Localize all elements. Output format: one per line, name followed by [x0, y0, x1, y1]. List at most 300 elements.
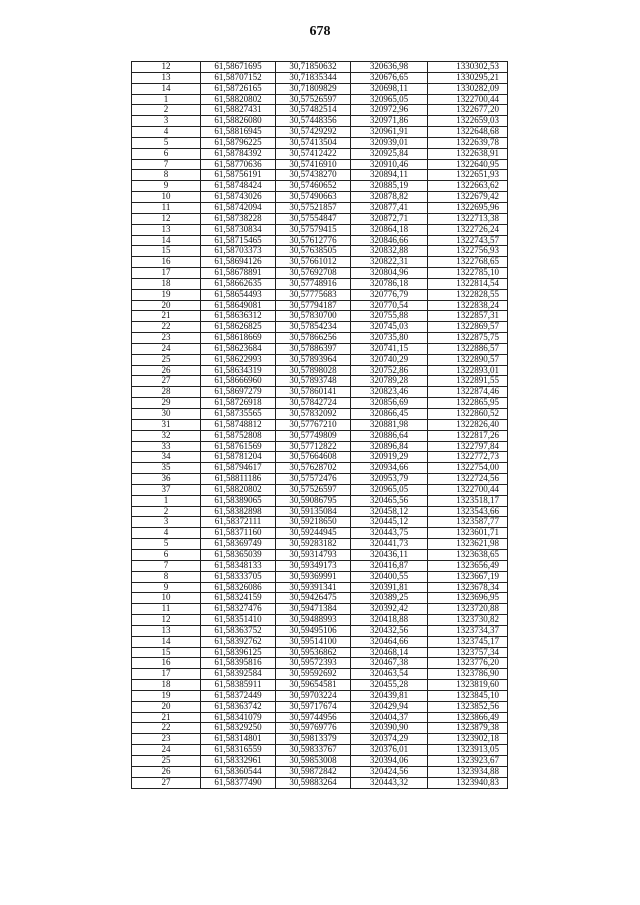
longitude-cell: 30,59883264: [276, 777, 351, 788]
latitude-cell: 61,58626825: [201, 322, 276, 333]
point-number-cell: 37: [132, 484, 201, 495]
x-coordinate-cell: 320953,79: [351, 474, 428, 485]
table-row: [132, 723, 508, 734]
table-row: [132, 452, 508, 463]
y-coordinate-cell: 1322857,31: [428, 311, 508, 322]
table-row: [132, 354, 508, 365]
x-coordinate-cell: 320752,86: [351, 365, 428, 376]
point-number-cell: 34: [132, 452, 201, 463]
x-coordinate-cell: 320770,54: [351, 300, 428, 311]
point-number-cell: 15: [132, 647, 201, 658]
latitude-cell: 61,58326086: [201, 582, 276, 593]
table-row: [132, 159, 508, 170]
longitude-cell: 30,59536862: [276, 647, 351, 658]
point-number-cell: 20: [132, 300, 201, 311]
table-row: [132, 278, 508, 289]
longitude-cell: 30,57579415: [276, 224, 351, 235]
point-number-cell: 15: [132, 246, 201, 257]
longitude-cell: 30,57554847: [276, 213, 351, 224]
latitude-cell: 61,58707152: [201, 72, 276, 83]
x-coordinate-cell: 320418,88: [351, 615, 428, 626]
y-coordinate-cell: 1322814,54: [428, 278, 508, 289]
longitude-cell: 30,59744956: [276, 712, 351, 723]
latitude-cell: 61,58327476: [201, 604, 276, 615]
point-number-cell: 20: [132, 701, 201, 712]
latitude-cell: 61,58666960: [201, 376, 276, 387]
longitude-cell: 30,57438270: [276, 170, 351, 181]
point-number-cell: 17: [132, 268, 201, 279]
table-row: [132, 658, 508, 669]
table-row: [132, 734, 508, 745]
x-coordinate-cell: 320872,71: [351, 213, 428, 224]
longitude-cell: 30,57460652: [276, 181, 351, 192]
x-coordinate-cell: 320822,31: [351, 257, 428, 268]
latitude-cell: 61,58726165: [201, 83, 276, 94]
table-row: [132, 419, 508, 430]
x-coordinate-cell: 320445,12: [351, 517, 428, 528]
longitude-cell: 30,57893964: [276, 354, 351, 365]
y-coordinate-cell: 1323852,56: [428, 701, 508, 712]
y-coordinate-cell: 1323621,98: [428, 539, 508, 550]
y-coordinate-cell: 1323819,60: [428, 680, 508, 691]
latitude-cell: 61,58694126: [201, 257, 276, 268]
x-coordinate-cell: 320804,96: [351, 268, 428, 279]
y-coordinate-cell: 1323940,83: [428, 777, 508, 788]
table-row: [132, 398, 508, 409]
x-coordinate-cell: 320910,46: [351, 159, 428, 170]
x-coordinate-cell: 320389,25: [351, 593, 428, 604]
x-coordinate-cell: 320786,18: [351, 278, 428, 289]
latitude-cell: 61,58372449: [201, 690, 276, 701]
y-coordinate-cell: 1323730,82: [428, 615, 508, 626]
x-coordinate-cell: 320972,96: [351, 105, 428, 116]
latitude-cell: 61,58820802: [201, 94, 276, 105]
longitude-cell: 30,57638505: [276, 246, 351, 257]
point-number-cell: 14: [132, 83, 201, 94]
longitude-cell: 30,59471384: [276, 604, 351, 615]
point-number-cell: 26: [132, 766, 201, 777]
y-coordinate-cell: 1322639,78: [428, 137, 508, 148]
y-coordinate-cell: 1322893,01: [428, 365, 508, 376]
point-number-cell: 3: [132, 116, 201, 127]
y-coordinate-cell: 1323601,71: [428, 528, 508, 539]
latitude-cell: 61,58324159: [201, 593, 276, 604]
y-coordinate-cell: 1322724,56: [428, 474, 508, 485]
point-number-cell: 19: [132, 289, 201, 300]
table-row: [132, 539, 508, 550]
table-row: [132, 333, 508, 344]
latitude-cell: 61,58636312: [201, 311, 276, 322]
point-number-cell: 24: [132, 745, 201, 756]
x-coordinate-cell: 320458,12: [351, 506, 428, 517]
y-coordinate-cell: 1322874,46: [428, 387, 508, 398]
point-number-cell: 28: [132, 387, 201, 398]
longitude-cell: 30,57692708: [276, 268, 351, 279]
x-coordinate-cell: 320394,06: [351, 756, 428, 767]
latitude-cell: 61,58726918: [201, 398, 276, 409]
x-coordinate-cell: 320961,91: [351, 127, 428, 138]
point-number-cell: 35: [132, 463, 201, 474]
latitude-cell: 61,58784392: [201, 148, 276, 159]
latitude-cell: 61,58697279: [201, 387, 276, 398]
longitude-cell: 30,57860141: [276, 387, 351, 398]
y-coordinate-cell: 1323845,10: [428, 690, 508, 701]
latitude-cell: 61,58389065: [201, 495, 276, 506]
x-coordinate-cell: 320392,42: [351, 604, 428, 615]
x-coordinate-cell: 320400,55: [351, 571, 428, 582]
y-coordinate-cell: 1322869,57: [428, 322, 508, 333]
y-coordinate-cell: 1322700,44: [428, 94, 508, 105]
latitude-cell: 61,58392584: [201, 669, 276, 680]
table-row: [132, 116, 508, 127]
latitude-cell: 61,58756191: [201, 170, 276, 181]
table-row: [132, 224, 508, 235]
table-row: [132, 289, 508, 300]
x-coordinate-cell: 320866,45: [351, 409, 428, 420]
point-number-cell: 22: [132, 723, 201, 734]
longitude-cell: 30,59703224: [276, 690, 351, 701]
latitude-cell: 61,58316559: [201, 745, 276, 756]
table-row: [132, 625, 508, 636]
table-row: [132, 322, 508, 333]
x-coordinate-cell: 320885,19: [351, 181, 428, 192]
y-coordinate-cell: 1322772,73: [428, 452, 508, 463]
latitude-cell: 61,58781204: [201, 452, 276, 463]
x-coordinate-cell: 320463,54: [351, 669, 428, 680]
point-number-cell: 29: [132, 398, 201, 409]
point-number-cell: 26: [132, 365, 201, 376]
longitude-cell: 30,57794187: [276, 300, 351, 311]
point-number-cell: 27: [132, 777, 201, 788]
longitude-cell: 30,59369991: [276, 571, 351, 582]
latitude-cell: 61,58730834: [201, 224, 276, 235]
latitude-cell: 61,58348133: [201, 560, 276, 571]
table-row: [132, 517, 508, 528]
table-row: [132, 311, 508, 322]
point-number-cell: 30: [132, 409, 201, 420]
latitude-cell: 61,58811186: [201, 474, 276, 485]
page-number: 678: [309, 24, 331, 39]
table-row: [132, 506, 508, 517]
point-number-cell: 2: [132, 506, 201, 517]
point-number-cell: 13: [132, 625, 201, 636]
latitude-cell: 61,58377490: [201, 777, 276, 788]
point-number-cell: 6: [132, 549, 201, 560]
table-row: [132, 268, 508, 279]
y-coordinate-cell: 1322890,57: [428, 354, 508, 365]
x-coordinate-cell: 320676,65: [351, 72, 428, 83]
longitude-cell: 30,57448356: [276, 116, 351, 127]
point-number-cell: 27: [132, 376, 201, 387]
point-number-cell: 1: [132, 495, 201, 506]
coordinates-table: [131, 61, 508, 789]
latitude-cell: 61,58329250: [201, 723, 276, 734]
y-coordinate-cell: 1322754,00: [428, 463, 508, 474]
table-row: [132, 745, 508, 756]
point-number-cell: 14: [132, 235, 201, 246]
longitude-cell: 30,57526597: [276, 94, 351, 105]
longitude-cell: 30,59426475: [276, 593, 351, 604]
point-number-cell: 10: [132, 192, 201, 203]
point-number-cell: 11: [132, 604, 201, 615]
longitude-cell: 30,57490663: [276, 192, 351, 203]
y-coordinate-cell: 1323720,88: [428, 604, 508, 615]
point-number-cell: 23: [132, 734, 201, 745]
table-row: [132, 582, 508, 593]
y-coordinate-cell: 1323678,34: [428, 582, 508, 593]
x-coordinate-cell: 320823,46: [351, 387, 428, 398]
table-row: [132, 430, 508, 441]
y-coordinate-cell: 1323696,95: [428, 593, 508, 604]
longitude-cell: 30,57526597: [276, 484, 351, 495]
latitude-cell: 61,58314801: [201, 734, 276, 745]
point-number-cell: 16: [132, 257, 201, 268]
y-coordinate-cell: 1323934,88: [428, 766, 508, 777]
latitude-cell: 61,58649081: [201, 300, 276, 311]
longitude-cell: 30,71850632: [276, 62, 351, 73]
y-coordinate-cell: 1322768,65: [428, 257, 508, 268]
longitude-cell: 30,57412422: [276, 148, 351, 159]
x-coordinate-cell: 320846,66: [351, 235, 428, 246]
y-coordinate-cell: 1330282,09: [428, 83, 508, 94]
table-row: [132, 137, 508, 148]
table-row: [132, 669, 508, 680]
table-row: [132, 83, 508, 94]
y-coordinate-cell: 1323667,19: [428, 571, 508, 582]
x-coordinate-cell: 320436,11: [351, 549, 428, 560]
longitude-cell: 30,59717674: [276, 701, 351, 712]
table-row: [132, 246, 508, 257]
table-row: [132, 604, 508, 615]
x-coordinate-cell: 320971,86: [351, 116, 428, 127]
y-coordinate-cell: 1323879,38: [428, 723, 508, 734]
point-number-cell: 10: [132, 593, 201, 604]
table-row: [132, 528, 508, 539]
latitude-cell: 61,58363752: [201, 625, 276, 636]
longitude-cell: 30,59592692: [276, 669, 351, 680]
point-number-cell: 12: [132, 213, 201, 224]
y-coordinate-cell: 1322648,68: [428, 127, 508, 138]
y-coordinate-cell: 1322638,91: [428, 148, 508, 159]
y-coordinate-cell: 1322797,84: [428, 441, 508, 452]
longitude-cell: 30,59135084: [276, 506, 351, 517]
y-coordinate-cell: 1322838,24: [428, 300, 508, 311]
point-number-cell: 5: [132, 137, 201, 148]
point-number-cell: 11: [132, 202, 201, 213]
point-number-cell: 17: [132, 669, 201, 680]
longitude-cell: 30,59283182: [276, 539, 351, 550]
table-row: [132, 62, 508, 73]
x-coordinate-cell: 320432,56: [351, 625, 428, 636]
x-coordinate-cell: 320636,98: [351, 62, 428, 73]
x-coordinate-cell: 320443,75: [351, 528, 428, 539]
x-coordinate-cell: 320467,38: [351, 658, 428, 669]
longitude-cell: 30,57767210: [276, 419, 351, 430]
y-coordinate-cell: 1323786,90: [428, 669, 508, 680]
y-coordinate-cell: 1323776,20: [428, 658, 508, 669]
y-coordinate-cell: 1322695,96: [428, 202, 508, 213]
x-coordinate-cell: 320864,18: [351, 224, 428, 235]
x-coordinate-cell: 320896,84: [351, 441, 428, 452]
latitude-cell: 61,58794617: [201, 463, 276, 474]
longitude-cell: 30,59488993: [276, 615, 351, 626]
latitude-cell: 61,58396125: [201, 647, 276, 658]
latitude-cell: 61,58372111: [201, 517, 276, 528]
latitude-cell: 61,58671695: [201, 62, 276, 73]
latitude-cell: 61,58662635: [201, 278, 276, 289]
latitude-cell: 61,58820802: [201, 484, 276, 495]
latitude-cell: 61,58623684: [201, 343, 276, 354]
latitude-cell: 61,58738228: [201, 213, 276, 224]
point-number-cell: 7: [132, 159, 201, 170]
x-coordinate-cell: 320429,94: [351, 701, 428, 712]
x-coordinate-cell: 320441,73: [351, 539, 428, 550]
y-coordinate-cell: 1322875,75: [428, 333, 508, 344]
longitude-cell: 30,59244945: [276, 528, 351, 539]
y-coordinate-cell: 1323518,17: [428, 495, 508, 506]
x-coordinate-cell: 320416,87: [351, 560, 428, 571]
x-coordinate-cell: 320881,98: [351, 419, 428, 430]
table-row: [132, 213, 508, 224]
longitude-cell: 30,57866256: [276, 333, 351, 344]
table-row: [132, 615, 508, 626]
y-coordinate-cell: 1322865,95: [428, 398, 508, 409]
longitude-cell: 30,59514100: [276, 636, 351, 647]
table-row: [132, 560, 508, 571]
x-coordinate-cell: 320878,82: [351, 192, 428, 203]
longitude-cell: 30,57886397: [276, 343, 351, 354]
x-coordinate-cell: 320740,29: [351, 354, 428, 365]
table-row: [132, 170, 508, 181]
x-coordinate-cell: 320832,88: [351, 246, 428, 257]
point-number-cell: 2: [132, 105, 201, 116]
x-coordinate-cell: 320789,28: [351, 376, 428, 387]
table-row: [132, 474, 508, 485]
point-number-cell: 6: [132, 148, 201, 159]
latitude-cell: 61,58634319: [201, 365, 276, 376]
x-coordinate-cell: 320464,66: [351, 636, 428, 647]
table-row: [132, 148, 508, 159]
y-coordinate-cell: 1323902,18: [428, 734, 508, 745]
y-coordinate-cell: 1322713,38: [428, 213, 508, 224]
table-row: [132, 712, 508, 723]
latitude-cell: 61,58363742: [201, 701, 276, 712]
table-row: [132, 181, 508, 192]
longitude-cell: 30,59086795: [276, 495, 351, 506]
y-coordinate-cell: 1322700,44: [428, 484, 508, 495]
x-coordinate-cell: 320965,05: [351, 484, 428, 495]
longitude-cell: 30,57775683: [276, 289, 351, 300]
x-coordinate-cell: 320886,64: [351, 430, 428, 441]
longitude-cell: 30,57482514: [276, 105, 351, 116]
point-number-cell: 4: [132, 528, 201, 539]
longitude-cell: 30,57898028: [276, 365, 351, 376]
point-number-cell: 21: [132, 311, 201, 322]
latitude-cell: 61,58735565: [201, 409, 276, 420]
latitude-cell: 61,58369749: [201, 539, 276, 550]
latitude-cell: 61,58371160: [201, 528, 276, 539]
table-row: [132, 235, 508, 246]
x-coordinate-cell: 320919,29: [351, 452, 428, 463]
point-number-cell: 9: [132, 181, 201, 192]
point-number-cell: 24: [132, 343, 201, 354]
x-coordinate-cell: 320468,14: [351, 647, 428, 658]
latitude-cell: 61,58360544: [201, 766, 276, 777]
longitude-cell: 30,57893748: [276, 376, 351, 387]
y-coordinate-cell: 1322651,93: [428, 170, 508, 181]
point-number-cell: 12: [132, 62, 201, 73]
longitude-cell: 30,59853008: [276, 756, 351, 767]
longitude-cell: 30,71835344: [276, 72, 351, 83]
y-coordinate-cell: 1322640,95: [428, 159, 508, 170]
latitude-cell: 61,58742094: [201, 202, 276, 213]
point-number-cell: 7: [132, 560, 201, 571]
point-number-cell: 21: [132, 712, 201, 723]
table-row: [132, 495, 508, 506]
x-coordinate-cell: 320698,11: [351, 83, 428, 94]
longitude-cell: 30,59391341: [276, 582, 351, 593]
longitude-cell: 30,57429292: [276, 127, 351, 138]
latitude-cell: 61,58752808: [201, 430, 276, 441]
table-row: [132, 549, 508, 560]
latitude-cell: 61,58618669: [201, 333, 276, 344]
latitude-cell: 61,58654493: [201, 289, 276, 300]
latitude-cell: 61,58748812: [201, 419, 276, 430]
longitude-cell: 30,57664608: [276, 452, 351, 463]
longitude-cell: 30,57416910: [276, 159, 351, 170]
table-row: [132, 409, 508, 420]
y-coordinate-cell: 1323866,49: [428, 712, 508, 723]
y-coordinate-cell: 1322663,62: [428, 181, 508, 192]
longitude-cell: 30,59495106: [276, 625, 351, 636]
x-coordinate-cell: 320745,03: [351, 322, 428, 333]
y-coordinate-cell: 1323587,77: [428, 517, 508, 528]
x-coordinate-cell: 320925,84: [351, 148, 428, 159]
latitude-cell: 61,58761569: [201, 441, 276, 452]
x-coordinate-cell: 320965,05: [351, 94, 428, 105]
table-row: [132, 387, 508, 398]
x-coordinate-cell: 320443,32: [351, 777, 428, 788]
table-row: [132, 484, 508, 495]
table-row: [132, 701, 508, 712]
point-number-cell: 8: [132, 170, 201, 181]
x-coordinate-cell: 320374,29: [351, 734, 428, 745]
point-number-cell: 13: [132, 72, 201, 83]
table-row: [132, 647, 508, 658]
latitude-cell: 61,58365039: [201, 549, 276, 560]
longitude-cell: 30,57661012: [276, 257, 351, 268]
longitude-cell: 30,57521857: [276, 202, 351, 213]
latitude-cell: 61,58826080: [201, 116, 276, 127]
y-coordinate-cell: 1322886,57: [428, 343, 508, 354]
y-coordinate-cell: 1330302,53: [428, 62, 508, 73]
y-coordinate-cell: 1330295,21: [428, 72, 508, 83]
x-coordinate-cell: 320439,81: [351, 690, 428, 701]
y-coordinate-cell: 1322679,42: [428, 192, 508, 203]
latitude-cell: 61,58333705: [201, 571, 276, 582]
y-coordinate-cell: 1323734,37: [428, 625, 508, 636]
point-number-cell: 18: [132, 680, 201, 691]
table-row: [132, 463, 508, 474]
y-coordinate-cell: 1322677,20: [428, 105, 508, 116]
y-coordinate-cell: 1322785,10: [428, 268, 508, 279]
table-row: [132, 365, 508, 376]
longitude-cell: 30,57712822: [276, 441, 351, 452]
point-number-cell: 8: [132, 571, 201, 582]
longitude-cell: 30,57628702: [276, 463, 351, 474]
longitude-cell: 30,57854234: [276, 322, 351, 333]
x-coordinate-cell: 320404,37: [351, 712, 428, 723]
